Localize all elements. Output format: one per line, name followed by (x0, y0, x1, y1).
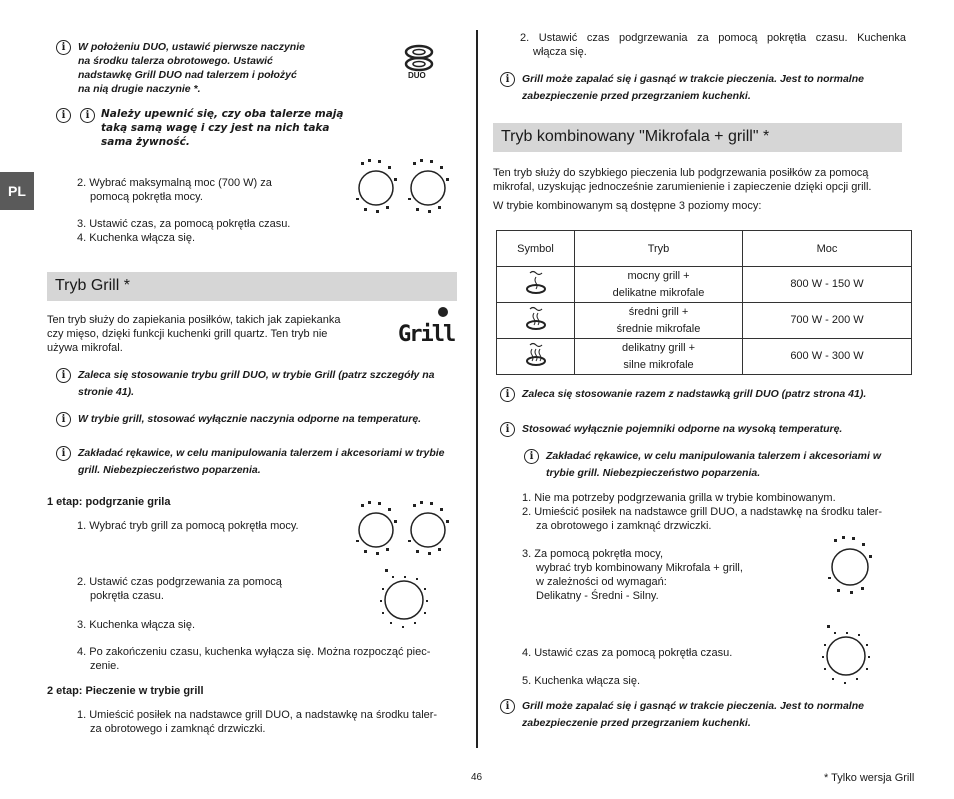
stage-2-heading: 2 etap: Pieczenie w trybie grill (47, 685, 204, 697)
note-line: Grill może zapalać się i gasnąć w trakcie pieczenia. Jest to normalne (522, 700, 864, 712)
table-header: Moc (743, 231, 912, 267)
section-header (493, 123, 902, 152)
note-grill-duo (78, 367, 468, 401)
step-line: 3. Za pomocą pokrętła mocy, (522, 548, 664, 560)
cell-line: delikatny grill + (621, 341, 696, 354)
power-dial-icon (404, 158, 452, 216)
intro-line: Ten tryb służy do szybkiego pieczenia lub podgrzewania posiłków za pomocą (493, 167, 869, 179)
step-line: pomocą pokrętła mocy. (90, 191, 203, 203)
section-title: Tryb Grill * (55, 277, 130, 294)
step-line: 1. Umieścić posiłek na nadstawce grill DUO, a nadstawkę na środku taler- (77, 709, 438, 721)
note-line: sama żywność. (101, 136, 190, 148)
combi-intro (493, 166, 913, 194)
stage1-step-3: 3. Kuchenka włącza się. (77, 619, 196, 631)
info-icon: i (56, 368, 71, 383)
intro-line: mikrofal, uzyskując jednocześnie zarumienienie i zapieczenie dzięki opcji grill. (493, 181, 872, 193)
table-row (497, 267, 912, 303)
combi-step-3 (522, 547, 743, 603)
stage1-step-2 (77, 575, 282, 603)
step-line: pokrętła czasu. (90, 590, 164, 602)
note-line: zabezpieczenie przed przegrzaniem kuchenki. (522, 717, 751, 729)
power-dial-icon (352, 500, 400, 558)
note-grill-cycle (522, 698, 912, 732)
grill-label: Grill (398, 322, 455, 347)
combi-intro-2: W trybie kombinowanym są dostępne 3 poziomy mocy: (493, 200, 762, 212)
info-icon: i (500, 422, 515, 437)
combi-mode-icon (497, 267, 575, 303)
right-step-2 (520, 31, 906, 59)
table-row (497, 303, 912, 339)
timer-dial-icon (820, 622, 872, 684)
info-icon: i (500, 72, 515, 87)
note-line: W położeniu DUO, ustawić pierwsze naczynie (78, 41, 305, 53)
step-line: w zależności od wymagań: (536, 576, 667, 588)
grill-indicator-icon (438, 307, 448, 317)
step-line: 2. Umieścić posiłek na nadstawce grill DUO, a nadstawkę na środku taler- (522, 506, 883, 518)
power-dial-icon (824, 535, 876, 597)
note-line: zabezpieczenie przed przegrzaniem kuchenki. (522, 90, 751, 102)
combi-step-2 (522, 505, 882, 533)
table-cell: 700 W - 200 W (743, 303, 912, 339)
step-2 (77, 176, 272, 204)
cell-line: średni grill + (628, 305, 689, 318)
step-line: za obrotowego i zamknąć drzwiczki. (90, 723, 266, 735)
combi-step-1: 1. Nie ma potrzeby podgrzewania grilla w trybie kombinowanym. (522, 492, 836, 504)
step-line: 4. Po zakończeniu czasu, kuchenka wyłącza się. Można rozpocząć piec- (77, 646, 431, 658)
note-containers: Stosować wyłącznie pojemniki odporne na wysoką temperaturę. (522, 423, 843, 435)
info-icon: i (80, 108, 95, 123)
combi-mode-icon (497, 303, 575, 339)
table-row (497, 339, 912, 375)
info-icon: i (500, 387, 515, 402)
step-line: 2. Ustawić czas podgrzewania za pomocą pokrętła czasu. Kuchenka (520, 32, 906, 44)
note-gloves (78, 445, 468, 479)
note-line: grill. Niebezpieczeństwo poparzenia. (78, 464, 261, 476)
note-line: stronie 41). (78, 386, 135, 398)
step-3: 3. Ustawić czas, za pomocą pokrętła czasu. (77, 218, 291, 230)
page-number: 46 (471, 772, 483, 783)
note-line: na nią drugie naczynie *. (78, 83, 201, 95)
note-weight (101, 107, 361, 149)
note-line: nadstawkę Grill DUO nad talerzem i położyć (78, 69, 297, 81)
table-header: Tryb (575, 231, 743, 267)
note-line: Należy upewnić się, czy oba talerze mają (101, 108, 344, 120)
table-cell (575, 303, 743, 339)
stage-1-heading: 1 etap: podgrzanie grila (47, 496, 171, 508)
info-icon: i (524, 449, 539, 464)
step-line: za obrotowego i zamknąć drzwiczki. (536, 520, 712, 532)
cell-line: delikatne mikrofale (612, 286, 705, 299)
info-icon: i (500, 699, 515, 714)
cell-line: mocny grill + (627, 269, 690, 282)
intro-line: czy mięso, dzięki funkcji kuchenki grill quartz. Ten tryb nie (47, 328, 328, 340)
cell-line: średnie mikrofale (616, 322, 701, 335)
cell-line: silne mikrofale (623, 358, 694, 371)
duo-grill-icon (404, 44, 434, 80)
step-4: 4. Kuchenka włącza się. (77, 232, 196, 244)
intro-line: Ten tryb służy do zapiekania posiłków, takich jak zapiekanka (47, 314, 341, 326)
language-tab: PL (0, 172, 34, 210)
table-header-row (497, 231, 912, 267)
note-duo (78, 40, 378, 96)
combi-mode-icon (497, 339, 575, 375)
stage1-step-1: 1. Wybrać tryb grill za pomocą pokrętła mocy. (77, 520, 299, 532)
step-line: 2. Ustawić czas podgrzewania za pomocą (77, 576, 282, 588)
info-icon: i (56, 446, 71, 461)
step-line: 2. Wybrać maksymalną moc (700 W) za (77, 177, 272, 189)
note-line: Zaleca się stosowanie trybu grill DUO, w trybie Grill (patrz szczegóły na (78, 369, 435, 381)
table-cell (575, 339, 743, 375)
note-line: na środku talerza obrotowego. Ustawić (78, 55, 273, 67)
info-icon: i (56, 108, 71, 123)
combi-step-4: 4. Ustawić czas za pomocą pokrętła czasu. (522, 647, 733, 659)
info-icon: i (56, 412, 71, 427)
note-vessels: W trybie grill, stosować wyłącznie naczynia odporne na temperaturę. (78, 413, 422, 425)
note-line: taką samą wagę i czy jest na nich taka (101, 122, 330, 134)
step-line: zenie. (90, 660, 120, 672)
intro-line: używa mikrofal. (47, 342, 123, 354)
info-icon: i (56, 40, 71, 55)
note-grill-cycle (522, 71, 908, 105)
power-dial-icon (352, 158, 400, 216)
table-cell: 600 W - 300 W (743, 339, 912, 375)
power-dial-icon (404, 500, 452, 558)
note-line: Grill może zapalać się i gasnąć w trakcie pieczenia. Jest to normalne (522, 73, 864, 85)
timer-dial-icon (378, 566, 430, 628)
step-line: Delikatny - Średni - Silny. (536, 590, 659, 602)
step-line: włącza się. (533, 46, 587, 58)
step-line: wybrać tryb kombinowany Mikrofala + grill, (536, 562, 743, 574)
section-title: Tryb kombinowany "Mikrofala + grill" * (501, 128, 770, 145)
combi-step-5: 5. Kuchenka włącza się. (522, 675, 641, 687)
note-line: Zakładać rękawice, w celu manipulowania talerzem i akcesoriami w trybie (78, 447, 445, 459)
note-duo-recommend: Zaleca się stosowanie razem z nadstawką grill DUO (patrz strona 41). (522, 388, 867, 400)
stage1-step-4 (77, 645, 430, 673)
table-header: Symbol (497, 231, 575, 267)
note-line: trybie grill. Niebezpieczeństwo poparzenia. (546, 467, 761, 479)
table-cell (575, 267, 743, 303)
stage2-step-1 (77, 708, 437, 736)
column-divider (476, 30, 478, 748)
section-header (47, 272, 457, 301)
note-line: Zakładać rękawice, w celu manipulowania talerzem i akcesoriami w (546, 450, 881, 462)
power-levels-table (496, 230, 912, 375)
table-cell: 800 W - 150 W (743, 267, 912, 303)
footnote: * Tylko wersja Grill (824, 772, 915, 784)
duo-label: DUO (408, 71, 426, 80)
grill-intro (47, 313, 341, 355)
note-gloves (546, 448, 912, 482)
